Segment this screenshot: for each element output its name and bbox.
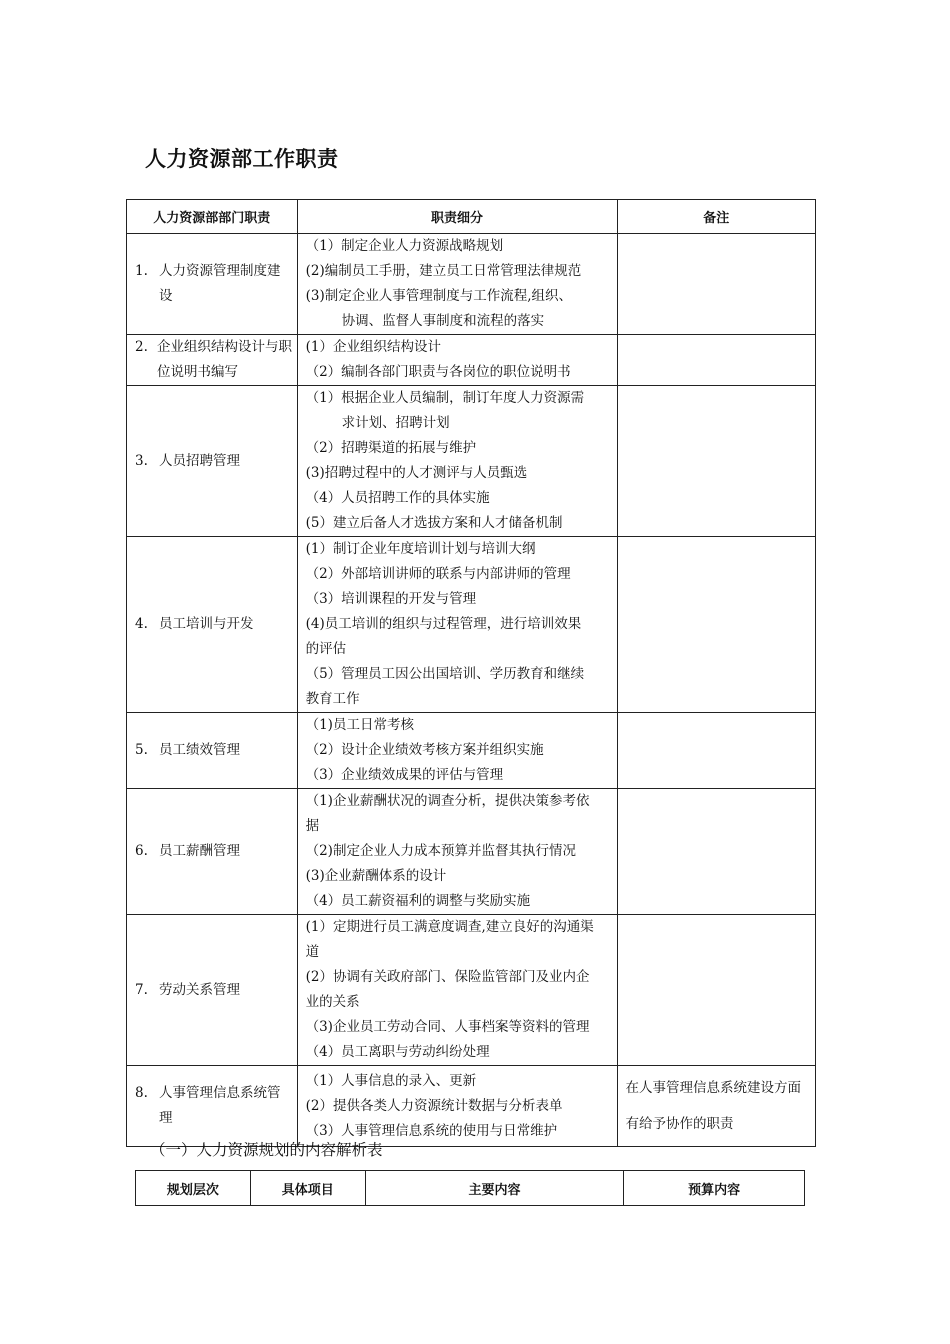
- header-budget-content: 预算内容: [624, 1171, 805, 1206]
- table-row: [127, 386, 816, 537]
- duty-line: 教育工作: [305, 691, 360, 707]
- table-row: [127, 789, 816, 915]
- duty-line: (1）制订企业年度培训计划与培训大纲: [305, 541, 536, 557]
- duty-line: 求计划、招聘计划: [341, 415, 450, 431]
- page-title: 人力资源部工作职责: [145, 146, 339, 171]
- duty-line: (3)企业薪酬体系的设计: [305, 868, 447, 884]
- duty-line: （3）企业绩效成果的评估与管理: [305, 767, 504, 783]
- dept-label: 劳动关系管理: [159, 981, 240, 998]
- duties-cell: [297, 713, 617, 789]
- duty-line: （4）员工薪资福利的调整与奖励实施: [305, 893, 531, 909]
- duty-line: （2）设计企业绩效考核方案并组织实施: [305, 742, 544, 758]
- dept-cell: [127, 234, 298, 335]
- duty-line: (2)编制员工手册，建立员工日常管理法律规范: [305, 263, 582, 279]
- duty-line: (5）建立后备人才选拔方案和人才储备机制: [305, 515, 563, 531]
- duties-cell: [297, 537, 617, 713]
- duty-line: 据: [305, 818, 320, 834]
- duties-cell: [297, 386, 617, 537]
- section-subtitle: （一）人力资源规划的内容解析表: [150, 1141, 383, 1159]
- duty-line: （5）管理员工因公出国培训、学历教育和继续: [305, 666, 585, 682]
- header-dept: 人力资源部部门职责: [127, 200, 298, 234]
- duties-cell: [297, 915, 617, 1066]
- duty-line: （3）培训课程的开发与管理: [305, 591, 477, 607]
- responsibility-table: [126, 199, 816, 1147]
- duty-line: （2）招聘渠道的拓展与维护: [305, 440, 477, 456]
- dept-label: 企业组织结构设计与职位说明书编写: [157, 339, 292, 380]
- duty-line: (2）协调有关政府部门、保险监管部门及业内企: [305, 969, 590, 985]
- duty-line: (3)招聘过程中的人才测评与人员甄选: [305, 465, 528, 481]
- duty-line: 业的关系: [305, 994, 360, 1010]
- planning-table: [135, 1170, 805, 1206]
- duty-line: （2）编制各部门职责与各岗位的职位说明书: [305, 364, 571, 380]
- header-duties: 职责细分: [297, 200, 617, 234]
- duty-line: （2)制定企业人力成本预算并监督其执行情况: [305, 843, 576, 859]
- dept-label: 人事管理信息系统管理: [159, 1085, 281, 1126]
- dept-cell: [127, 789, 298, 915]
- duty-line: 的评估: [305, 641, 347, 657]
- table-header-row: [136, 1171, 805, 1206]
- row-number: 8.: [135, 1085, 148, 1101]
- duty-line: （4）人员招聘工作的具体实施: [305, 490, 490, 506]
- duties-cell: [297, 789, 617, 915]
- notes-cell: [617, 537, 815, 713]
- dept-cell: [127, 915, 298, 1066]
- notes-cell: [617, 915, 815, 1066]
- duty-line: (1）企业组织结构设计: [305, 339, 441, 355]
- dept-label: 员工绩效管理: [159, 742, 240, 758]
- duty-line: （3）人事管理信息系统的使用与日常维护: [305, 1122, 558, 1139]
- table-header-row: [127, 200, 816, 234]
- notes-cell: [617, 335, 815, 386]
- table-row: [127, 234, 816, 335]
- dept-label: 员工培训与开发: [159, 616, 254, 632]
- duty-line: （1）人事信息的录入、更新: [305, 1072, 477, 1089]
- row-number: 7.: [135, 981, 148, 998]
- dept-cell: [127, 713, 298, 789]
- row-number: 1.: [135, 263, 148, 279]
- dept-cell: [127, 335, 298, 386]
- dept-cell: [127, 537, 298, 713]
- table-row: [127, 1066, 816, 1147]
- table-row: [127, 335, 816, 386]
- duties-cell: [297, 234, 617, 335]
- table-row: [127, 713, 816, 789]
- header-planning-level: 规划层次: [136, 1171, 251, 1206]
- dept-cell: [127, 1066, 298, 1147]
- notes-cell: [617, 234, 815, 335]
- table-row: [127, 537, 816, 713]
- duties-cell: [297, 335, 617, 386]
- notes-cell: [617, 789, 815, 915]
- notes-cell: [617, 386, 815, 537]
- header-main-content: 主要内容: [365, 1171, 624, 1206]
- row-number: 3.: [135, 452, 148, 469]
- header-notes: 备注: [617, 200, 815, 234]
- row-number: 6.: [135, 843, 148, 859]
- duty-line: （1)企业薪酬状况的调查分析，提供决策参考依: [305, 793, 590, 809]
- dept-label: 员工薪酬管理: [159, 843, 240, 859]
- notes-cell: 在人事管理信息系统建设方面有给予协作的职责: [617, 1066, 815, 1147]
- row-number: 2.: [135, 339, 148, 355]
- table-row: [127, 915, 816, 1066]
- duty-line: （1）根据企业人员编制，制订年度人力资源需: [305, 390, 585, 406]
- duty-line: (2）提供各类人力资源统计数据与分析表单: [305, 1097, 563, 1114]
- row-number: 4.: [135, 616, 148, 632]
- duty-line: (1）定期进行员工满意度调查,建立良好的沟通渠: [305, 919, 594, 935]
- duty-line: (4)员工培训的组织与过程管理，进行培训效果: [305, 616, 582, 632]
- dept-cell: [127, 386, 298, 537]
- duty-line: （1）制定企业人力资源战略规划: [305, 238, 504, 254]
- dept-label: 人员招聘管理: [159, 452, 240, 469]
- duty-line: （1)员工日常考核: [305, 717, 414, 733]
- duty-line: 道: [305, 944, 320, 960]
- duty-line: （4）员工离职与劳动纠纷处理: [305, 1044, 490, 1060]
- duty-line: (3)制定企业人事管理制度与工作流程,组织、: [305, 288, 573, 304]
- dept-label: 人力资源管理制度建设: [159, 263, 281, 304]
- duty-line: （3)企业员工劳动合同、人事档案等资料的管理: [305, 1019, 590, 1035]
- duties-cell: [297, 1066, 617, 1147]
- duty-line: 协调、监督人事制度和流程的落实: [341, 313, 545, 329]
- notes-cell: [617, 713, 815, 789]
- row-number: 5.: [135, 742, 148, 758]
- header-specific-item: 具体项目: [250, 1171, 365, 1206]
- duty-line: （2）外部培训讲师的联系与内部讲师的管理: [305, 566, 571, 582]
